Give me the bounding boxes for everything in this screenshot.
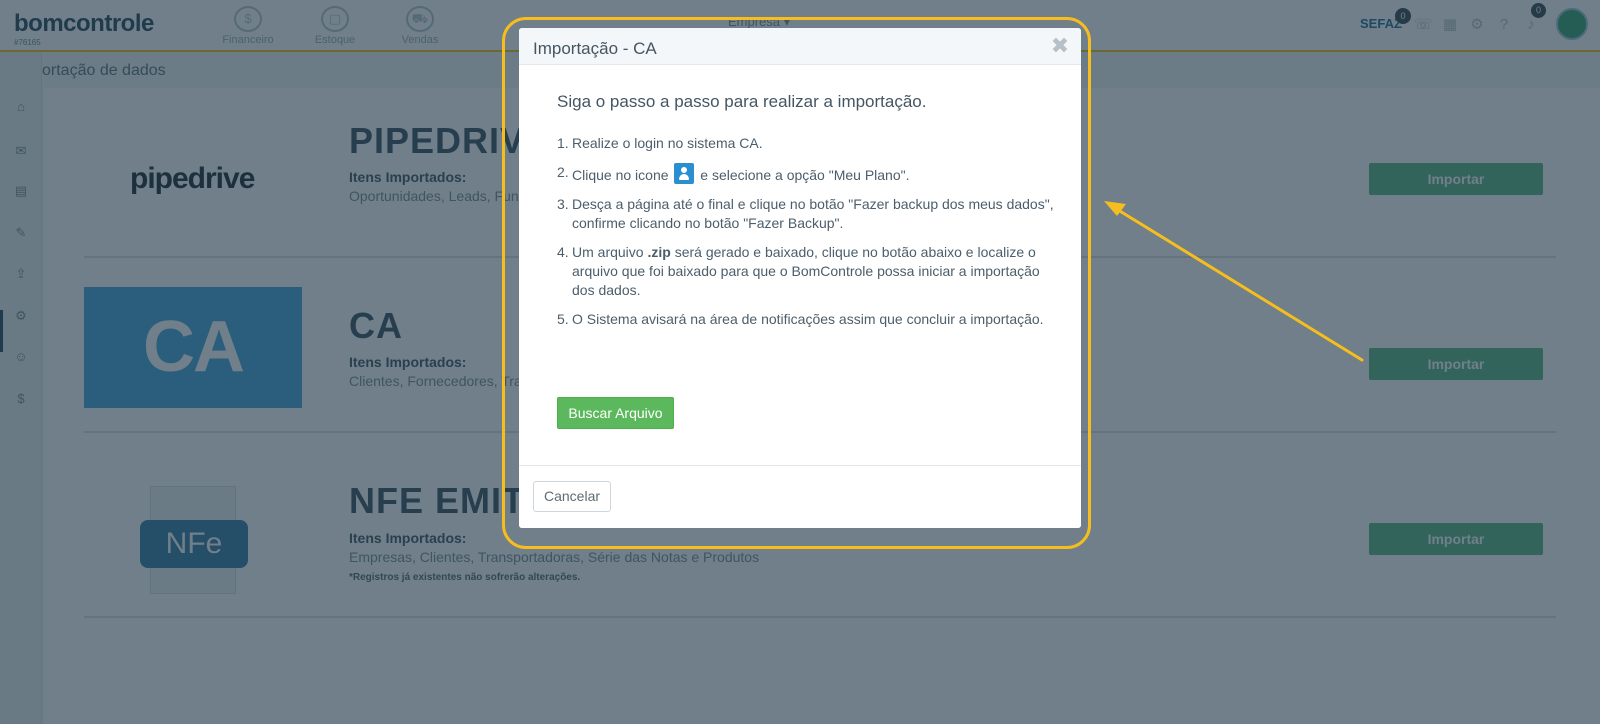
step-number: 5. [557,311,569,327]
step-item [557,195,1057,233]
step-number: 1. [557,135,569,151]
step-text: Clique no icone [572,167,673,183]
cancel-button[interactable]: Cancelar [533,481,611,512]
instructions-heading: Siga o passo a passo para realizar a importação. [557,92,927,111]
file-extension: .zip [647,244,671,260]
close-icon[interactable]: ✖ [1050,33,1070,58]
step-text: Realize o login no sistema CA. [572,135,763,151]
step-number: 2. [557,164,569,180]
modal-title: Importação - CA [533,39,657,58]
import-modal [519,28,1081,528]
step-item [557,243,1057,300]
step-text: Um arquivo [572,244,648,260]
steps-list [557,134,1057,339]
step-text: O Sistema avisará na área de notificações assim que concluir a importação. [572,311,1044,327]
modal-header [519,28,1081,65]
step-item [557,134,1057,153]
step-text: e selecione a opção "Meu Plano". [696,167,910,183]
step-item [557,163,1057,185]
buscar-arquivo-button[interactable]: Buscar Arquivo [557,397,674,429]
step-text: será gerado e baixado, clique no botão abaixo e localize o arquivo que foi baixado para que o BomControle possa iniciar a importação dos dados. [572,244,1040,298]
step-number: 3. [557,196,569,212]
step-number: 4. [557,244,569,260]
step-text: Desça a página até o final e clique no botão "Fazer backup dos meus dados", confirme clicando no botão "Fazer Backup". [572,196,1054,231]
step-item [557,310,1057,329]
user-icon [674,163,694,184]
modal-footer [519,465,1081,528]
